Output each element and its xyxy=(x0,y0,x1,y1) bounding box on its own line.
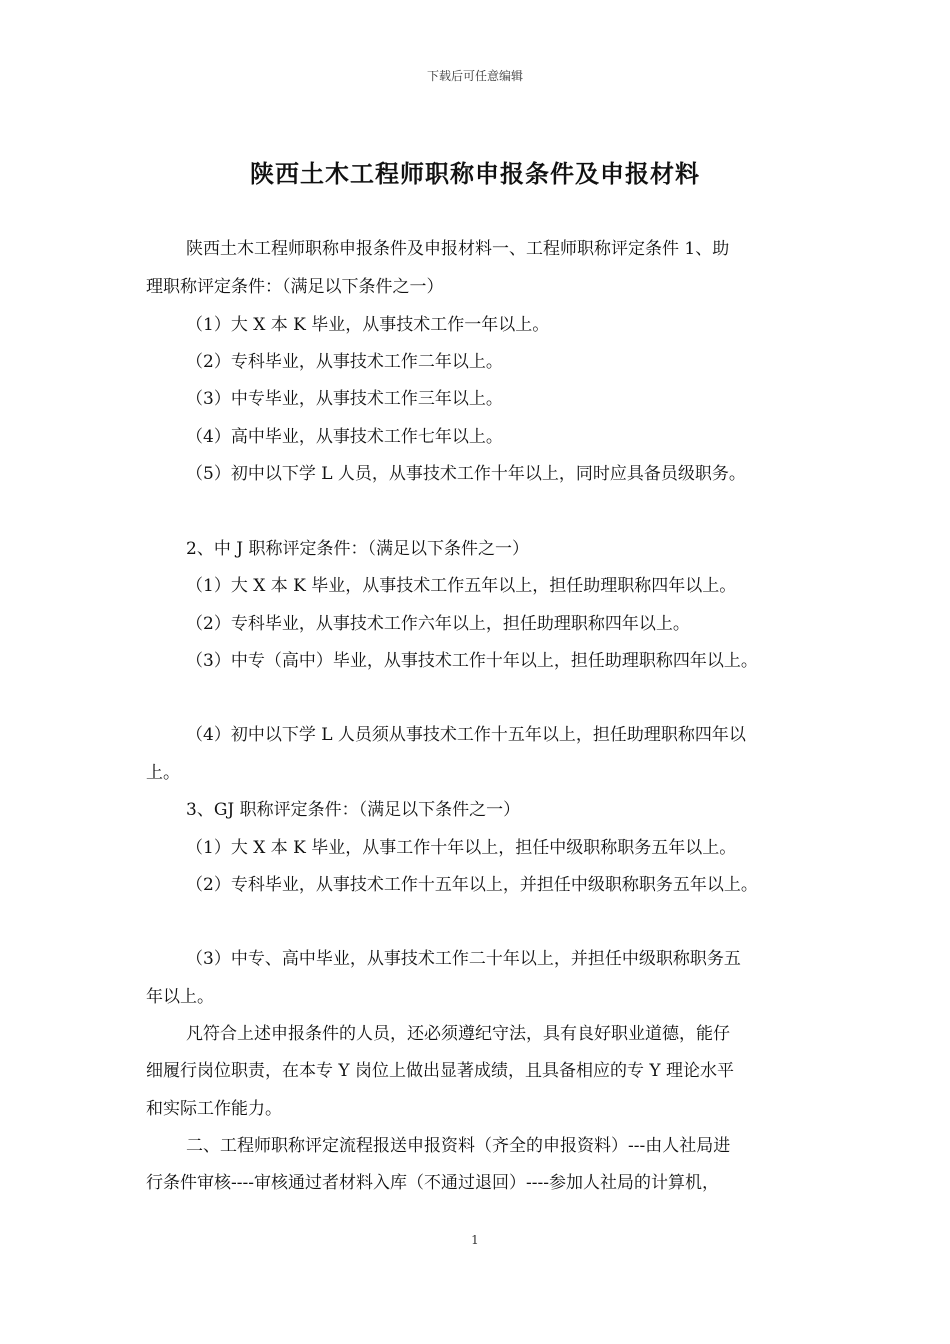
list-item: （3）中专、高中毕业，从事技术工作二十年以上，并担任中级职称职务五 xyxy=(186,949,741,969)
paragraph-line: 细履行岗位职责，在本专 Y 岗位上做出显著成绩，且具备相应的专 Y 理论水平 xyxy=(146,1061,735,1081)
list-item: （1）大 X 本 K 毕业，从事技术工作一年以上。 xyxy=(186,315,550,335)
list-item-continuation: 年以上。 xyxy=(146,987,214,1007)
list-item: （2）专科毕业，从事技术工作十五年以上，并担任中级职称职务五年以上。 xyxy=(186,875,758,895)
document-title: 陕西土木工程师职称申报条件及申报材料 xyxy=(250,159,700,188)
section-heading: 3、GJ 职称评定条件：（满足以下条件之一） xyxy=(186,800,521,820)
list-item: （5）初中以下学 L 人员，从事技术工作十年以上，同时应具备员级职务。 xyxy=(186,464,746,484)
paragraph-line: 陕西土木工程师职称申报条件及申报材料一、工程师职称评定条件 1、助 xyxy=(186,239,730,259)
list-item: （2）专科毕业，从事技术工作六年以上，担任助理职称四年以上。 xyxy=(186,614,690,634)
paragraph-line: 理职称评定条件：（满足以下条件之一） xyxy=(146,277,444,297)
list-item: （3）中专（高中）毕业，从事技术工作十年以上，担任助理职称四年以上。 xyxy=(186,651,758,671)
list-item: （3）中专毕业，从事技术工作三年以上。 xyxy=(186,389,503,409)
header-note: 下载后可任意编辑 xyxy=(426,69,523,83)
list-item: （4）高中毕业，从事技术工作七年以上。 xyxy=(186,427,503,447)
list-item: （2）专科毕业，从事技术工作二年以上。 xyxy=(186,352,503,372)
list-item: （1）大 X 本 K 毕业，从事工作十年以上，担任中级职称职务五年以上。 xyxy=(186,838,737,858)
list-item: （4）初中以下学 L 人员须从事技术工作十五年以上，担任助理职称四年以 xyxy=(186,725,746,745)
paragraph-line: 凡符合上述申报条件的人员，还必须遵纪守法，具有良好职业道德，能仔 xyxy=(186,1024,730,1044)
list-item-continuation: 上。 xyxy=(146,763,180,783)
paragraph-line: 和实际工作能力。 xyxy=(146,1099,282,1119)
paragraph-line: 行条件审核----审核通过者材料入库（不通过退回）----参加人社局的计算机， xyxy=(146,1173,719,1193)
page-number: 1 xyxy=(471,1233,479,1247)
section-heading: 2、中 J 职称评定条件：（满足以下条件之一） xyxy=(186,539,529,559)
list-item: （1）大 X 本 K 毕业，从事技术工作五年以上，担任助理职称四年以上。 xyxy=(186,576,737,596)
paragraph-line: 二、工程师职称评定流程报送申报资料（齐全的申报资料）---由人社局进 xyxy=(186,1136,731,1156)
